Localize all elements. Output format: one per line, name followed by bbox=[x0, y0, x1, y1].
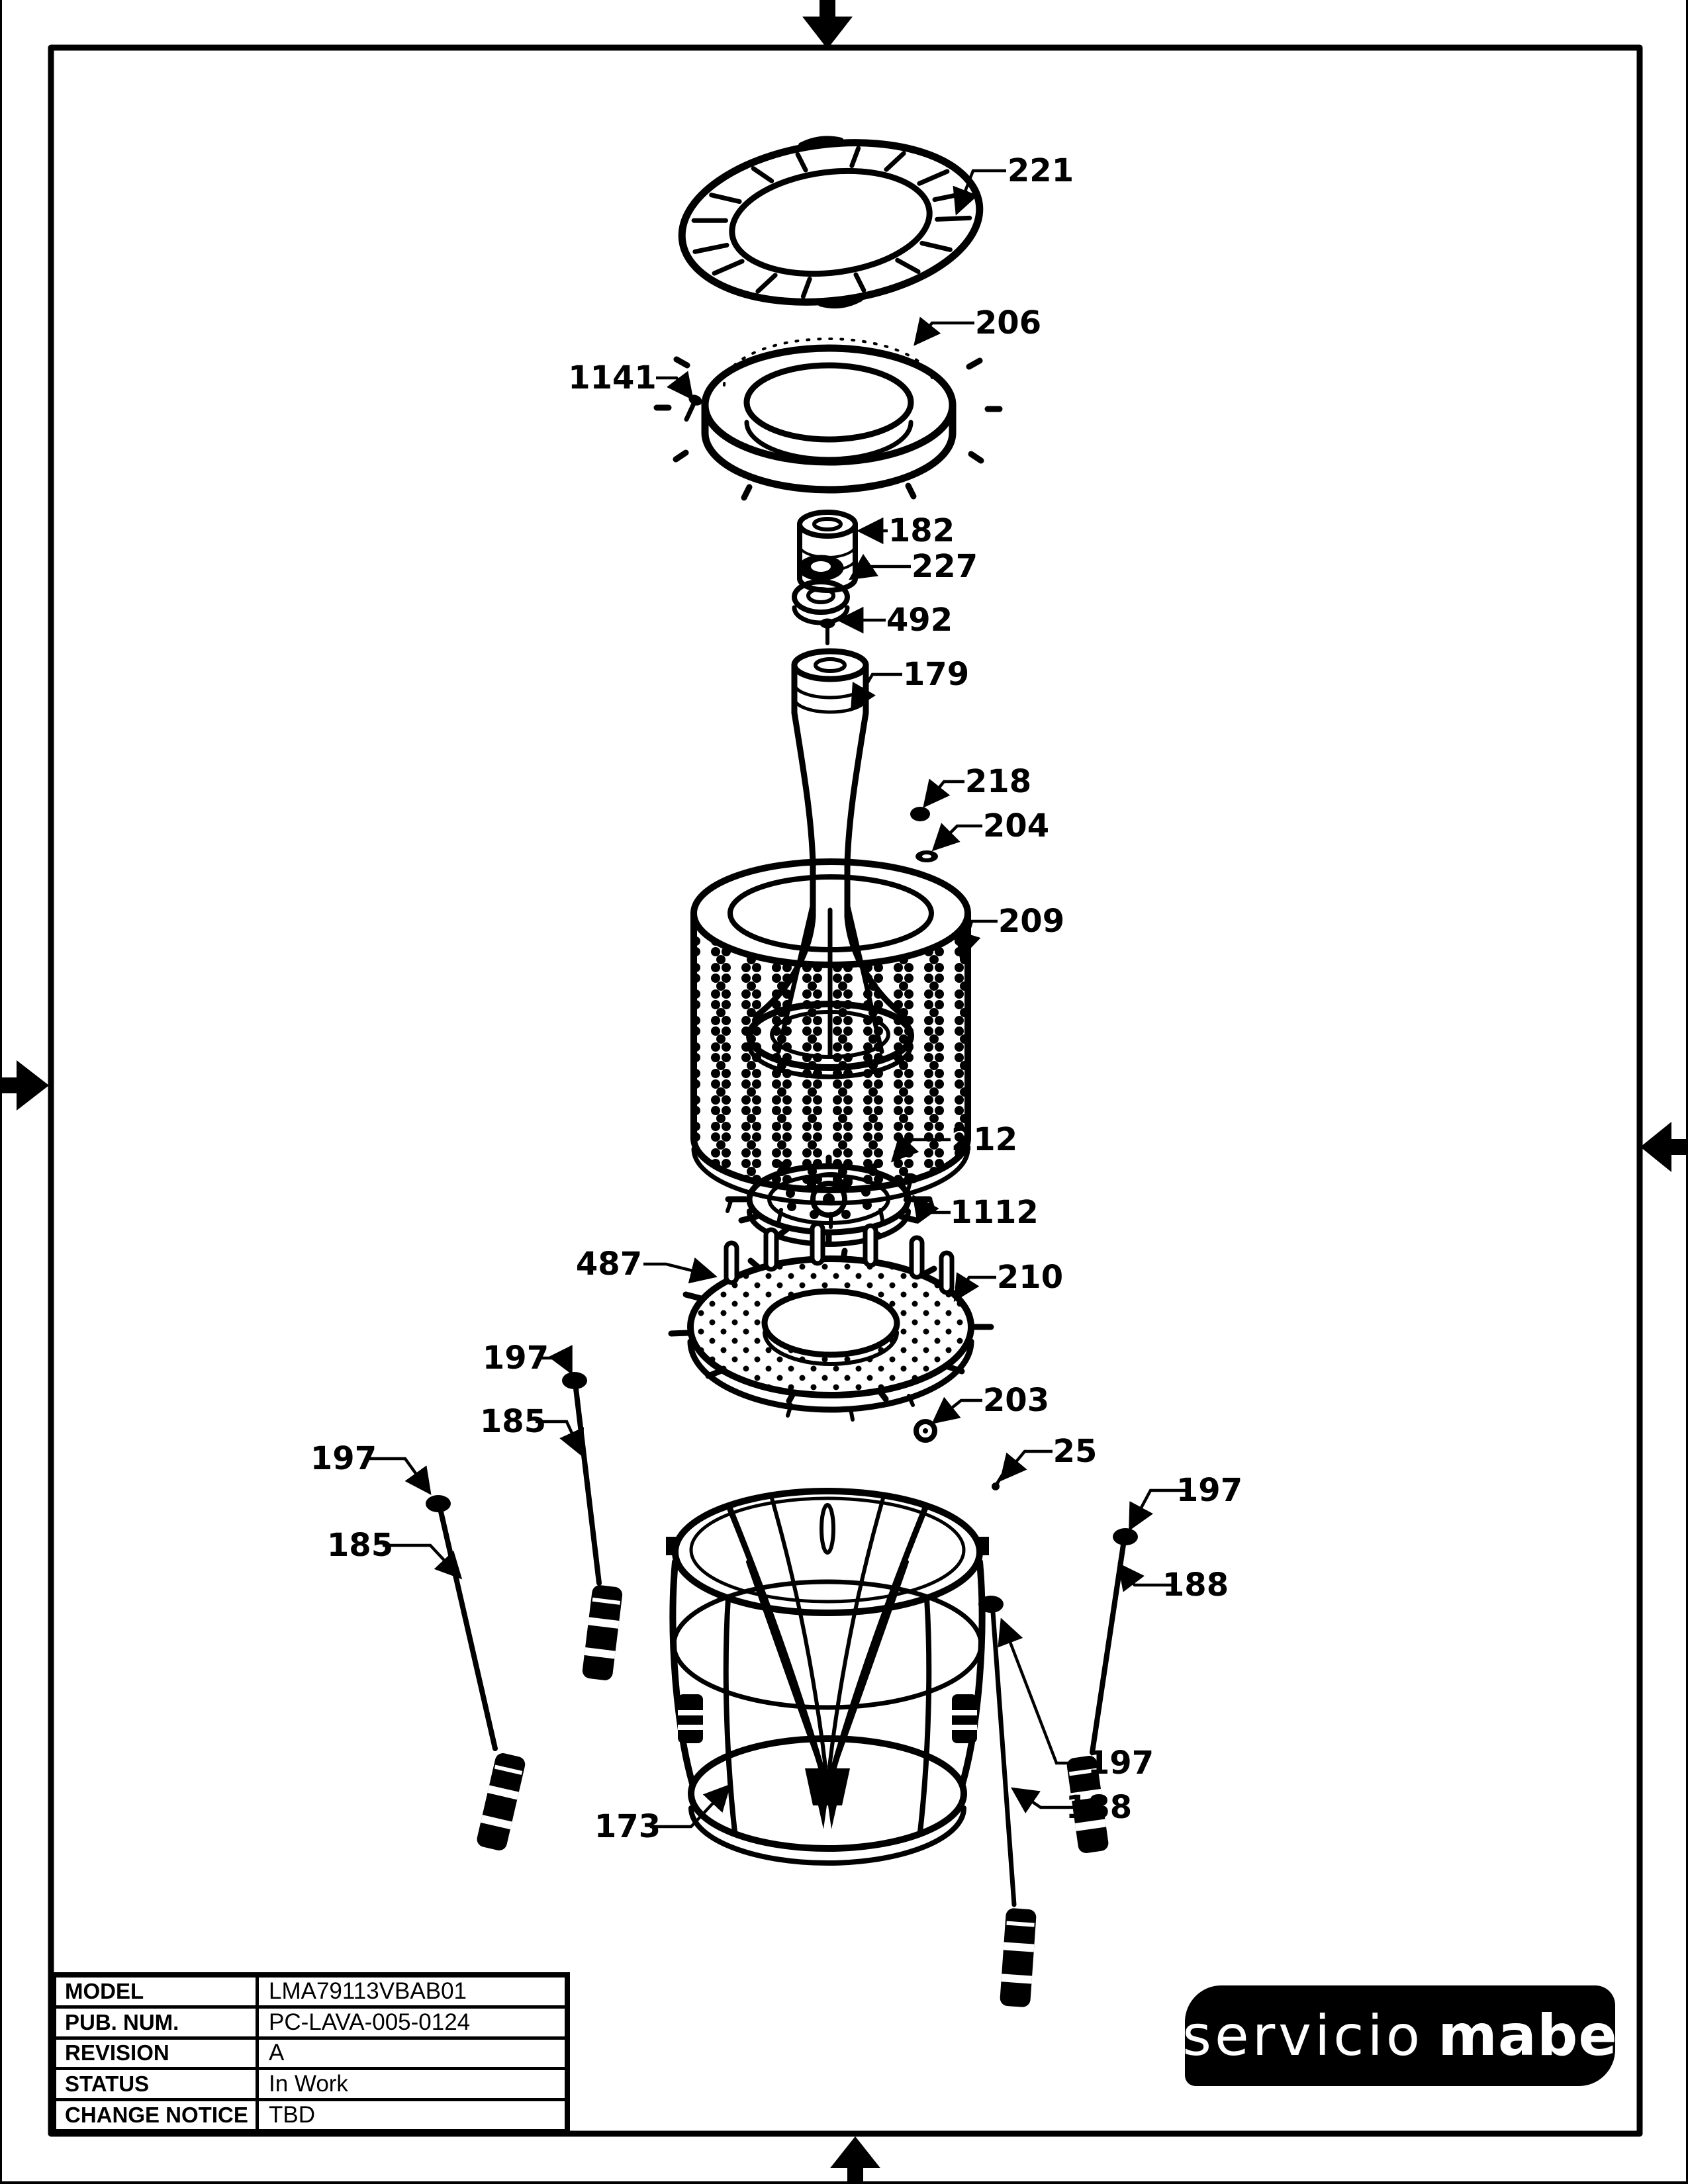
part-label-204: 204 bbox=[982, 807, 1050, 844]
part-label-203: 203 bbox=[982, 1382, 1050, 1419]
logo-text-servicio: servicio bbox=[1182, 2003, 1424, 2068]
title-block-label: MODEL bbox=[56, 1978, 259, 2005]
leader-1141 bbox=[656, 378, 691, 397]
leader-218 bbox=[925, 782, 964, 805]
title-block-label: CHANGE NOTICE bbox=[56, 2101, 259, 2129]
part-label-221: 221 bbox=[1007, 152, 1074, 189]
title-block bbox=[51, 1972, 570, 2134]
title-block-value: LMA79113VBAB01 bbox=[269, 1978, 467, 2004]
part-label-197-mid-left: 197 bbox=[482, 1340, 549, 1377]
part-221-tub-cover bbox=[672, 121, 989, 324]
part-185-suspension-rod-mid-left bbox=[562, 1372, 623, 1681]
part-197-ball-outer-left bbox=[426, 1495, 451, 1512]
part-173-clamp-right bbox=[952, 1694, 977, 1743]
part-label-182: 182 bbox=[888, 512, 955, 549]
part-label-173: 173 bbox=[594, 1808, 661, 1845]
leader-487 bbox=[643, 1264, 714, 1276]
part-label-197-outer-right: 197 bbox=[1176, 1472, 1243, 1509]
part-label-209: 209 bbox=[998, 903, 1065, 940]
part-label-1112: 1112 bbox=[950, 1194, 1039, 1231]
servicio-mabe-logo bbox=[1182, 1985, 1618, 2086]
leader-227 bbox=[852, 567, 911, 578]
part-label-1141: 1141 bbox=[568, 359, 657, 396]
part-188-suspension-rod-inner-right bbox=[978, 1596, 1037, 2007]
leader-25 bbox=[1002, 1451, 1053, 1479]
right-crop-arrow-icon bbox=[1640, 1122, 1688, 1172]
title-block-label: PUB. NUM. bbox=[56, 2009, 259, 2036]
part-1141-screw bbox=[680, 393, 704, 422]
part-label-197-outer-left: 197 bbox=[310, 1440, 377, 1477]
title-block-row-revision bbox=[56, 2036, 565, 2068]
top-crop-arrow-icon bbox=[802, 0, 853, 49]
part-label-185-mid-left: 185 bbox=[479, 1403, 547, 1440]
part-label-210: 210 bbox=[996, 1259, 1064, 1296]
part-label-212: 212 bbox=[951, 1121, 1018, 1158]
leader-197-inner-right bbox=[1002, 1621, 1098, 1763]
title-block-row-model bbox=[56, 1978, 565, 2005]
logo-text-mabe: mabe bbox=[1438, 2003, 1618, 2069]
part-label-206: 206 bbox=[974, 304, 1042, 341]
title-block-row-pubnum bbox=[56, 2005, 565, 2036]
left-crop-arrow-icon bbox=[0, 1060, 49, 1111]
title-block-value: In Work bbox=[269, 2071, 348, 2097]
part-label-227: 227 bbox=[911, 548, 978, 585]
part-197-ball-outer-right bbox=[1113, 1528, 1138, 1545]
part-label-188-inner-right: 188 bbox=[1065, 1789, 1133, 1826]
leader-203 bbox=[935, 1400, 982, 1422]
part-206-balance-ring bbox=[657, 339, 1000, 498]
title-block-value: PC-LAVA-005-0124 bbox=[269, 2009, 471, 2035]
title-block-label: STATUS bbox=[56, 2070, 259, 2098]
title-block-value: TBD bbox=[269, 2102, 315, 2128]
part-label-185-outer-left: 185 bbox=[326, 1527, 394, 1564]
part-25-screw bbox=[992, 1473, 1004, 1490]
part-label-492: 492 bbox=[886, 602, 953, 639]
title-block-label: REVISION bbox=[56, 2040, 259, 2068]
part-492-screw bbox=[820, 619, 835, 643]
part-210-tub-ring bbox=[671, 1224, 991, 1420]
title-block-row-change-notice bbox=[56, 2098, 565, 2129]
part-218-cap bbox=[910, 807, 930, 821]
bottom-crop-arrow-icon bbox=[830, 2136, 880, 2184]
part-227-seal bbox=[794, 555, 847, 623]
part-173-clamp-left bbox=[678, 1694, 703, 1743]
leader-206 bbox=[916, 323, 974, 343]
part-label-25: 25 bbox=[1053, 1433, 1098, 1470]
leader-210 bbox=[956, 1277, 996, 1298]
bottom-edge-line bbox=[0, 2181, 1688, 2184]
part-label-487: 487 bbox=[575, 1246, 643, 1283]
part-label-218: 218 bbox=[964, 763, 1032, 800]
part-204-washer bbox=[915, 850, 938, 862]
part-label-179: 179 bbox=[902, 656, 970, 693]
leader-204 bbox=[935, 826, 982, 848]
part-203-nut bbox=[916, 1422, 935, 1440]
part-185-suspension-rod-outer-left bbox=[426, 1495, 527, 1852]
part-label-197-inner-right: 197 bbox=[1087, 1745, 1154, 1782]
part-label-188-outer-right: 188 bbox=[1162, 1567, 1229, 1604]
title-block-row-status bbox=[56, 2067, 565, 2098]
title-block-value: A bbox=[269, 2040, 285, 2066]
part-173-tub-support bbox=[666, 1491, 989, 1863]
